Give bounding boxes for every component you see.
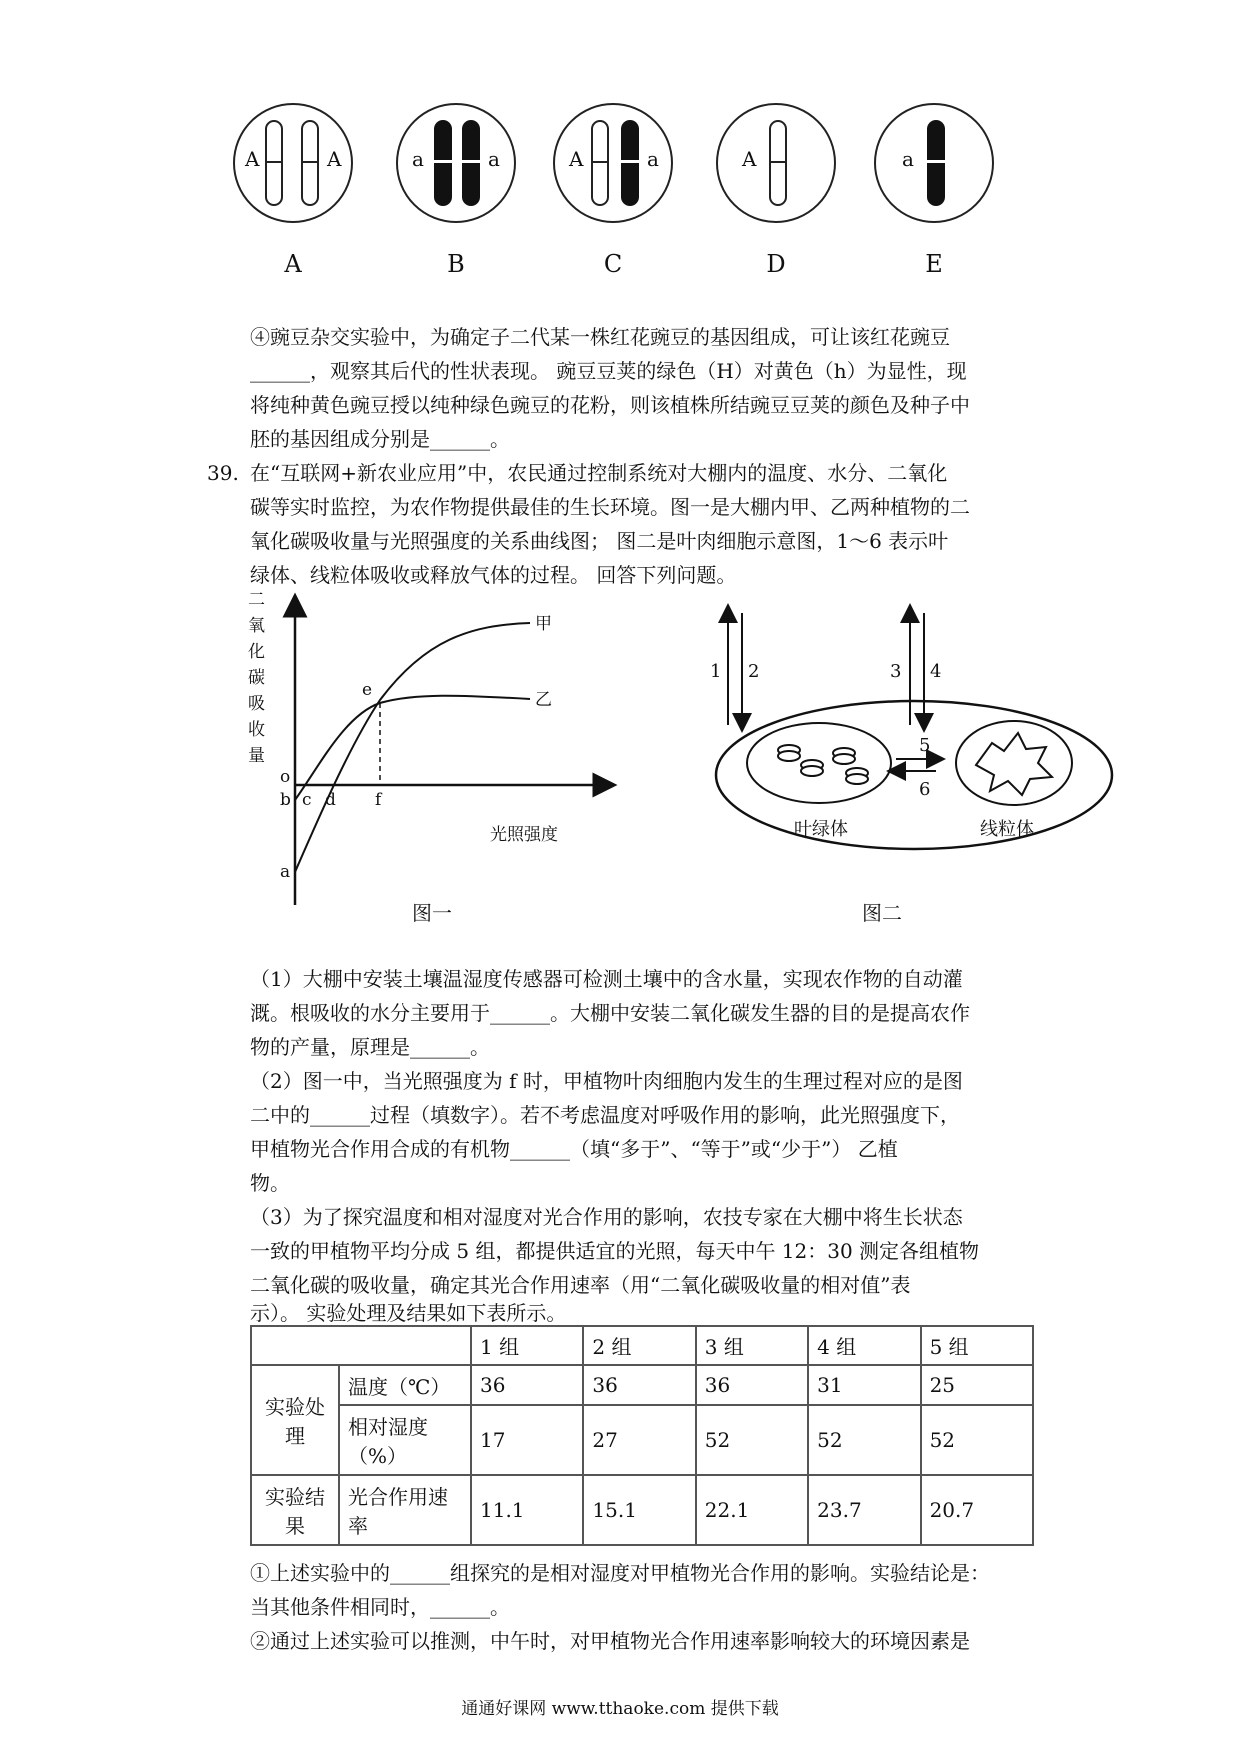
chromosome-dark [621, 120, 639, 206]
y-label-char: 收 [248, 720, 265, 740]
cell-outline [716, 701, 1112, 849]
y-label-char: 化 [248, 642, 265, 662]
y-label-char: 氧 [248, 616, 265, 636]
thylakoid-stacks [778, 745, 868, 784]
arrow-label-5: 5 [919, 735, 931, 756]
table-cell: 52 [808, 1405, 920, 1475]
table-cell: 20.7 [921, 1475, 1033, 1545]
circle-a [233, 103, 353, 223]
table-cell: 15.1 [583, 1475, 695, 1545]
paragraph-line: 胚的基因组成分别是______。 [250, 427, 510, 451]
page-footer: 通通好课网 www.tthaoke.com 提供下载 [461, 1699, 779, 1719]
figure1-graph [248, 590, 630, 940]
after-table-line: ①上述实验中的______组探究的是相对湿度对甲植物光合作用的影响。实验结论是： [250, 1561, 990, 1585]
question-line: 在“互联网+新农业应用”中，农民通过控制系统对大棚内的温度、水分、二氧化 [250, 461, 948, 485]
point-c: c [302, 790, 312, 810]
subq-line: （1）大棚中安装土壤温湿度传感器可检测土壤中的含水量，实现农作物的自动灌 [250, 967, 963, 991]
point-a: a [280, 862, 291, 882]
table-cell: 31 [808, 1365, 920, 1405]
experiment-table [250, 1325, 1034, 1546]
paragraph-line: 将纯种黄色豌豆授以纯种绿色豌豆的花粉，则该植株所结豌豆豆荚的颜色及种子中 [250, 393, 970, 417]
question-line: 碳等实时监控，为农作物提供最佳的生长环境。图一是大棚内甲、乙两种植物的二 [250, 495, 970, 519]
figure2-caption: 图二 [862, 901, 902, 925]
subq-line: 一致的甲植物平均分成 5 组，都提供适宜的光照，每天中午 12：30 测定各组植物 [250, 1239, 980, 1263]
circle-d [716, 103, 836, 223]
subq-line: 溉。根吸收的水分主要用于______。大棚中安装二氧化碳发生器的目的是提高农作 [250, 1001, 970, 1025]
chromosome-dark [462, 120, 480, 206]
mitochondrion-label: 线粒体 [980, 819, 1034, 840]
question-number: 39. [207, 461, 239, 485]
paragraph-line: ④豌豆杂交实验中，为确定子二代某一株红花豌豆的基因组成，可让该红花豌豆 [250, 325, 950, 349]
table-cell: 25 [921, 1365, 1033, 1405]
allele-label: a [488, 147, 500, 171]
chloroplast-label: 叶绿体 [794, 819, 848, 840]
table-cell: 17 [471, 1405, 583, 1475]
table-cell: 36 [696, 1365, 808, 1405]
circle-label: C [603, 250, 623, 278]
subq-line: 物。 [250, 1171, 290, 1195]
table-cell: 52 [921, 1405, 1033, 1475]
subq-line: 示）。 实验处理及结果如下表所示。 [250, 1301, 567, 1325]
arrow-label-2: 2 [748, 661, 760, 682]
circle-label: E [925, 250, 943, 278]
chromosome-dark [434, 120, 452, 206]
row-group-result: 实验结果 [251, 1475, 339, 1545]
chromosome-light [591, 120, 609, 206]
header-cell: 5 组 [921, 1326, 1033, 1365]
circle-label: A [284, 250, 302, 278]
point-d: d [325, 790, 336, 810]
circle-label: D [766, 250, 786, 278]
chromosome-light [301, 120, 319, 206]
header-cell: 1 组 [471, 1326, 583, 1365]
header-cell: 4 组 [808, 1326, 920, 1365]
chromosome-light [769, 120, 787, 206]
mitochondrion-cristae [976, 733, 1052, 795]
figure1-caption: 图一 [412, 901, 452, 925]
table-cell: 36 [583, 1365, 695, 1405]
header-cell: 3 组 [696, 1326, 808, 1365]
y-label-char: 吸 [248, 694, 265, 714]
subq-line: 二氧化碳的吸收量，确定其光合作用速率（用“二氧化碳吸收量的相对值”表 [250, 1273, 911, 1297]
y-label-char: 二 [248, 590, 265, 610]
table-cell: 11.1 [471, 1475, 583, 1545]
chromosome-light [265, 120, 283, 206]
allele-label: A [742, 147, 757, 171]
allele-label: a [412, 147, 424, 171]
question-line: 氧化碳吸收量与光照强度的关系曲线图； 图二是叶肉细胞示意图，1～6 表示叶 [250, 529, 949, 553]
row-label-temp: 温度（℃） [339, 1365, 471, 1405]
subq-line: （2）图一中，当光照强度为 f 时，甲植物叶肉细胞内发生的生理过程对应的是图 [250, 1069, 963, 1093]
question-line: 绿体、线粒体吸收或释放气体的过程。 回答下列问题。 [250, 563, 737, 587]
after-table-line: 当其他条件相同时，______。 [250, 1595, 510, 1619]
mitochondrion-outline [956, 721, 1072, 805]
allele-label: a [902, 147, 914, 171]
chromosome-dark [927, 120, 945, 206]
table-cell: 27 [583, 1405, 695, 1475]
subq-line: 二中的______过程（填数字）。若不考虑温度对呼吸作用的影响，此光照强度下， [250, 1103, 960, 1127]
allele-label: A [245, 147, 260, 171]
circle-e [874, 103, 994, 223]
subq-line: 甲植物光合作用合成的有机物______（填“多于”、“等于”或“少于”） 乙植 [250, 1137, 898, 1161]
header-cell: 2 组 [583, 1326, 695, 1365]
row-label-rate: 光合作用速率 [339, 1475, 471, 1545]
point-f: f [375, 790, 382, 810]
y-label-char: 量 [248, 746, 265, 766]
allele-label: A [569, 147, 584, 171]
figure2-cell-diagram [710, 615, 1114, 855]
curve-label-yi: 乙 [535, 690, 552, 710]
table-cell: 22.1 [696, 1475, 808, 1545]
table-cell: 23.7 [808, 1475, 920, 1545]
arrow-label-1: 1 [710, 661, 722, 682]
table-cell: 52 [696, 1405, 808, 1475]
paragraph-line: ______，观察其后代的性状表现。 豌豆豆荚的绿色（H）对黄色（h）为显性，现 [250, 359, 967, 383]
arrow-label-6: 6 [919, 779, 931, 800]
arrow-label-3: 3 [890, 661, 902, 682]
allele-label: a [647, 147, 659, 171]
curve-label-jia: 甲 [535, 614, 552, 634]
circle-b [396, 103, 516, 223]
y-label-char: 碳 [248, 668, 265, 688]
row-group-treatment: 实验处理 [251, 1365, 339, 1475]
row-label-humidity: 相对湿度（%） [339, 1405, 471, 1475]
table-cell: 36 [471, 1365, 583, 1405]
circle-c [553, 103, 673, 223]
point-b: b [280, 790, 291, 810]
allele-label: A [327, 147, 342, 171]
subq-line: （3）为了探究温度和相对湿度对光合作用的影响，农技专家在大棚中将生长状态 [250, 1205, 963, 1229]
point-o: o [280, 767, 291, 787]
point-e: e [362, 680, 373, 700]
after-table-line: ②通过上述实验可以推测，中午时，对甲植物光合作用速率影响较大的环境因素是 [250, 1629, 970, 1653]
x-axis-label: 光照强度 [490, 825, 558, 845]
circle-label: B [447, 250, 465, 278]
subq-line: 物的产量，原理是______。 [250, 1035, 490, 1059]
arrow-label-4: 4 [930, 661, 942, 682]
